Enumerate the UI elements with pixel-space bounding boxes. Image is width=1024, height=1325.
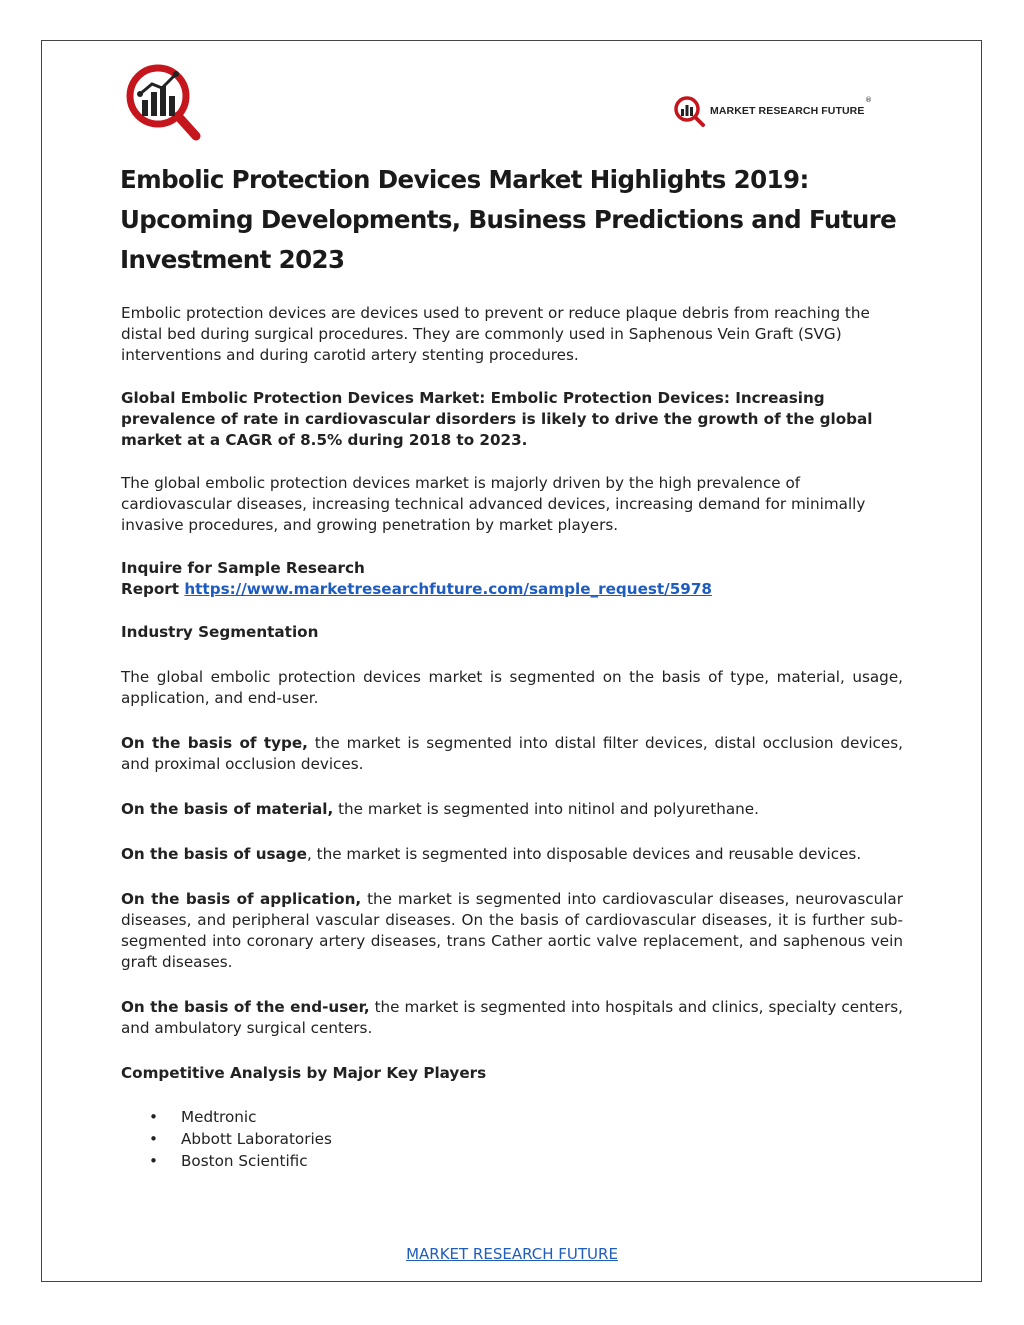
segmentation-intro: The global embolic protection devices market is segmented on the basis of type, material, usage, application, and end-user. [121, 668, 903, 707]
footer-link[interactable]: MARKET RESEARCH FUTURE [406, 1245, 618, 1263]
sample-request-link[interactable]: https://www.marketresearchfuture.com/sample_request/5978 [184, 580, 712, 598]
list-item: • Abbott Laboratories [121, 1128, 903, 1150]
segment-material-lead: On the basis of material, [121, 800, 334, 818]
segment-application-text: the market is segmented into cardiovascular diseases, neurovascular diseases, and peripheral vascular diseases. On the basis of cardiovascular diseases, it is further sub-segmented into coronary artery diseases, trans Cather aortic valve replacement, and saphenous vein graft diseases. [121, 890, 903, 971]
competitive-heading: Competitive Analysis by Major Key Players [121, 1064, 487, 1082]
key-players-list [121, 1106, 903, 1172]
segment-application [121, 889, 903, 973]
registered-mark: ® [865, 96, 872, 104]
inquire-block [121, 558, 903, 600]
footer [0, 1244, 1024, 1263]
magnifier-chart-logo [124, 62, 204, 142]
segment-material-text: the market is segmented into nitinol and polyurethane. [333, 800, 759, 818]
segment-material [121, 799, 903, 820]
intro-paragraph: Embolic protection devices are devices used to prevent or reduce plaque debris from reaching the distal bed during surgical procedures. They are commonly used in Saphenous Vein Graft (SVG) interventions and during carotid artery stenting procedures. [121, 304, 870, 364]
segment-type-text: the market is segmented into distal filter devices, distal occlusion devices, and proximal occlusion devices. [121, 734, 903, 773]
brand-logo-icon [672, 94, 706, 128]
inquire-label-line1: Inquire for Sample Research [121, 559, 365, 577]
segment-application-lead: On the basis of application, [121, 890, 362, 908]
article-body [121, 303, 903, 1172]
segment-type-lead: On the basis of type, [121, 734, 308, 752]
inquire-label-line2: Report [121, 580, 180, 598]
page-title: Embolic Protection Devices Market Highlights 2019: Upcoming Developments, Business Predictions and Future Investment 2023 [120, 165, 897, 274]
segment-usage-text: , the market is segmented into disposable devices and reusable devices. [306, 845, 862, 863]
segmentation-heading: Industry Segmentation [121, 623, 319, 641]
brand-name: MARKET RESEARCH FUTURE [710, 105, 865, 117]
segment-usage [121, 844, 903, 865]
list-item: • Boston Scientific [121, 1150, 903, 1172]
segment-type [121, 733, 903, 775]
highlight-paragraph: Global Embolic Protection Devices Market: Embolic Protection Devices: Increasing prevalence of rate in cardiovascular disorders is likely to drive the growth of the global market at a CAGR of 8.5% during 2018 to 2023. [121, 389, 873, 449]
drivers-paragraph: The global embolic protection devices market is majorly driven by the high prevalence of cardiovascular diseases, increasing technical advanced devices, increasing demand for minimally invasive procedures, and growing penetration by market players. [121, 474, 866, 534]
segment-end-user-text: the market is segmented into hospitals and clinics, specialty centers, and ambulatory surgical centers. [121, 998, 903, 1037]
segment-usage-lead: On the basis of usage [121, 845, 307, 863]
segment-end-user-lead: On the basis of the end-user, [121, 998, 370, 1016]
brand-logo [672, 92, 874, 130]
segment-end-user [121, 997, 903, 1039]
list-item: • Medtronic [121, 1106, 903, 1128]
